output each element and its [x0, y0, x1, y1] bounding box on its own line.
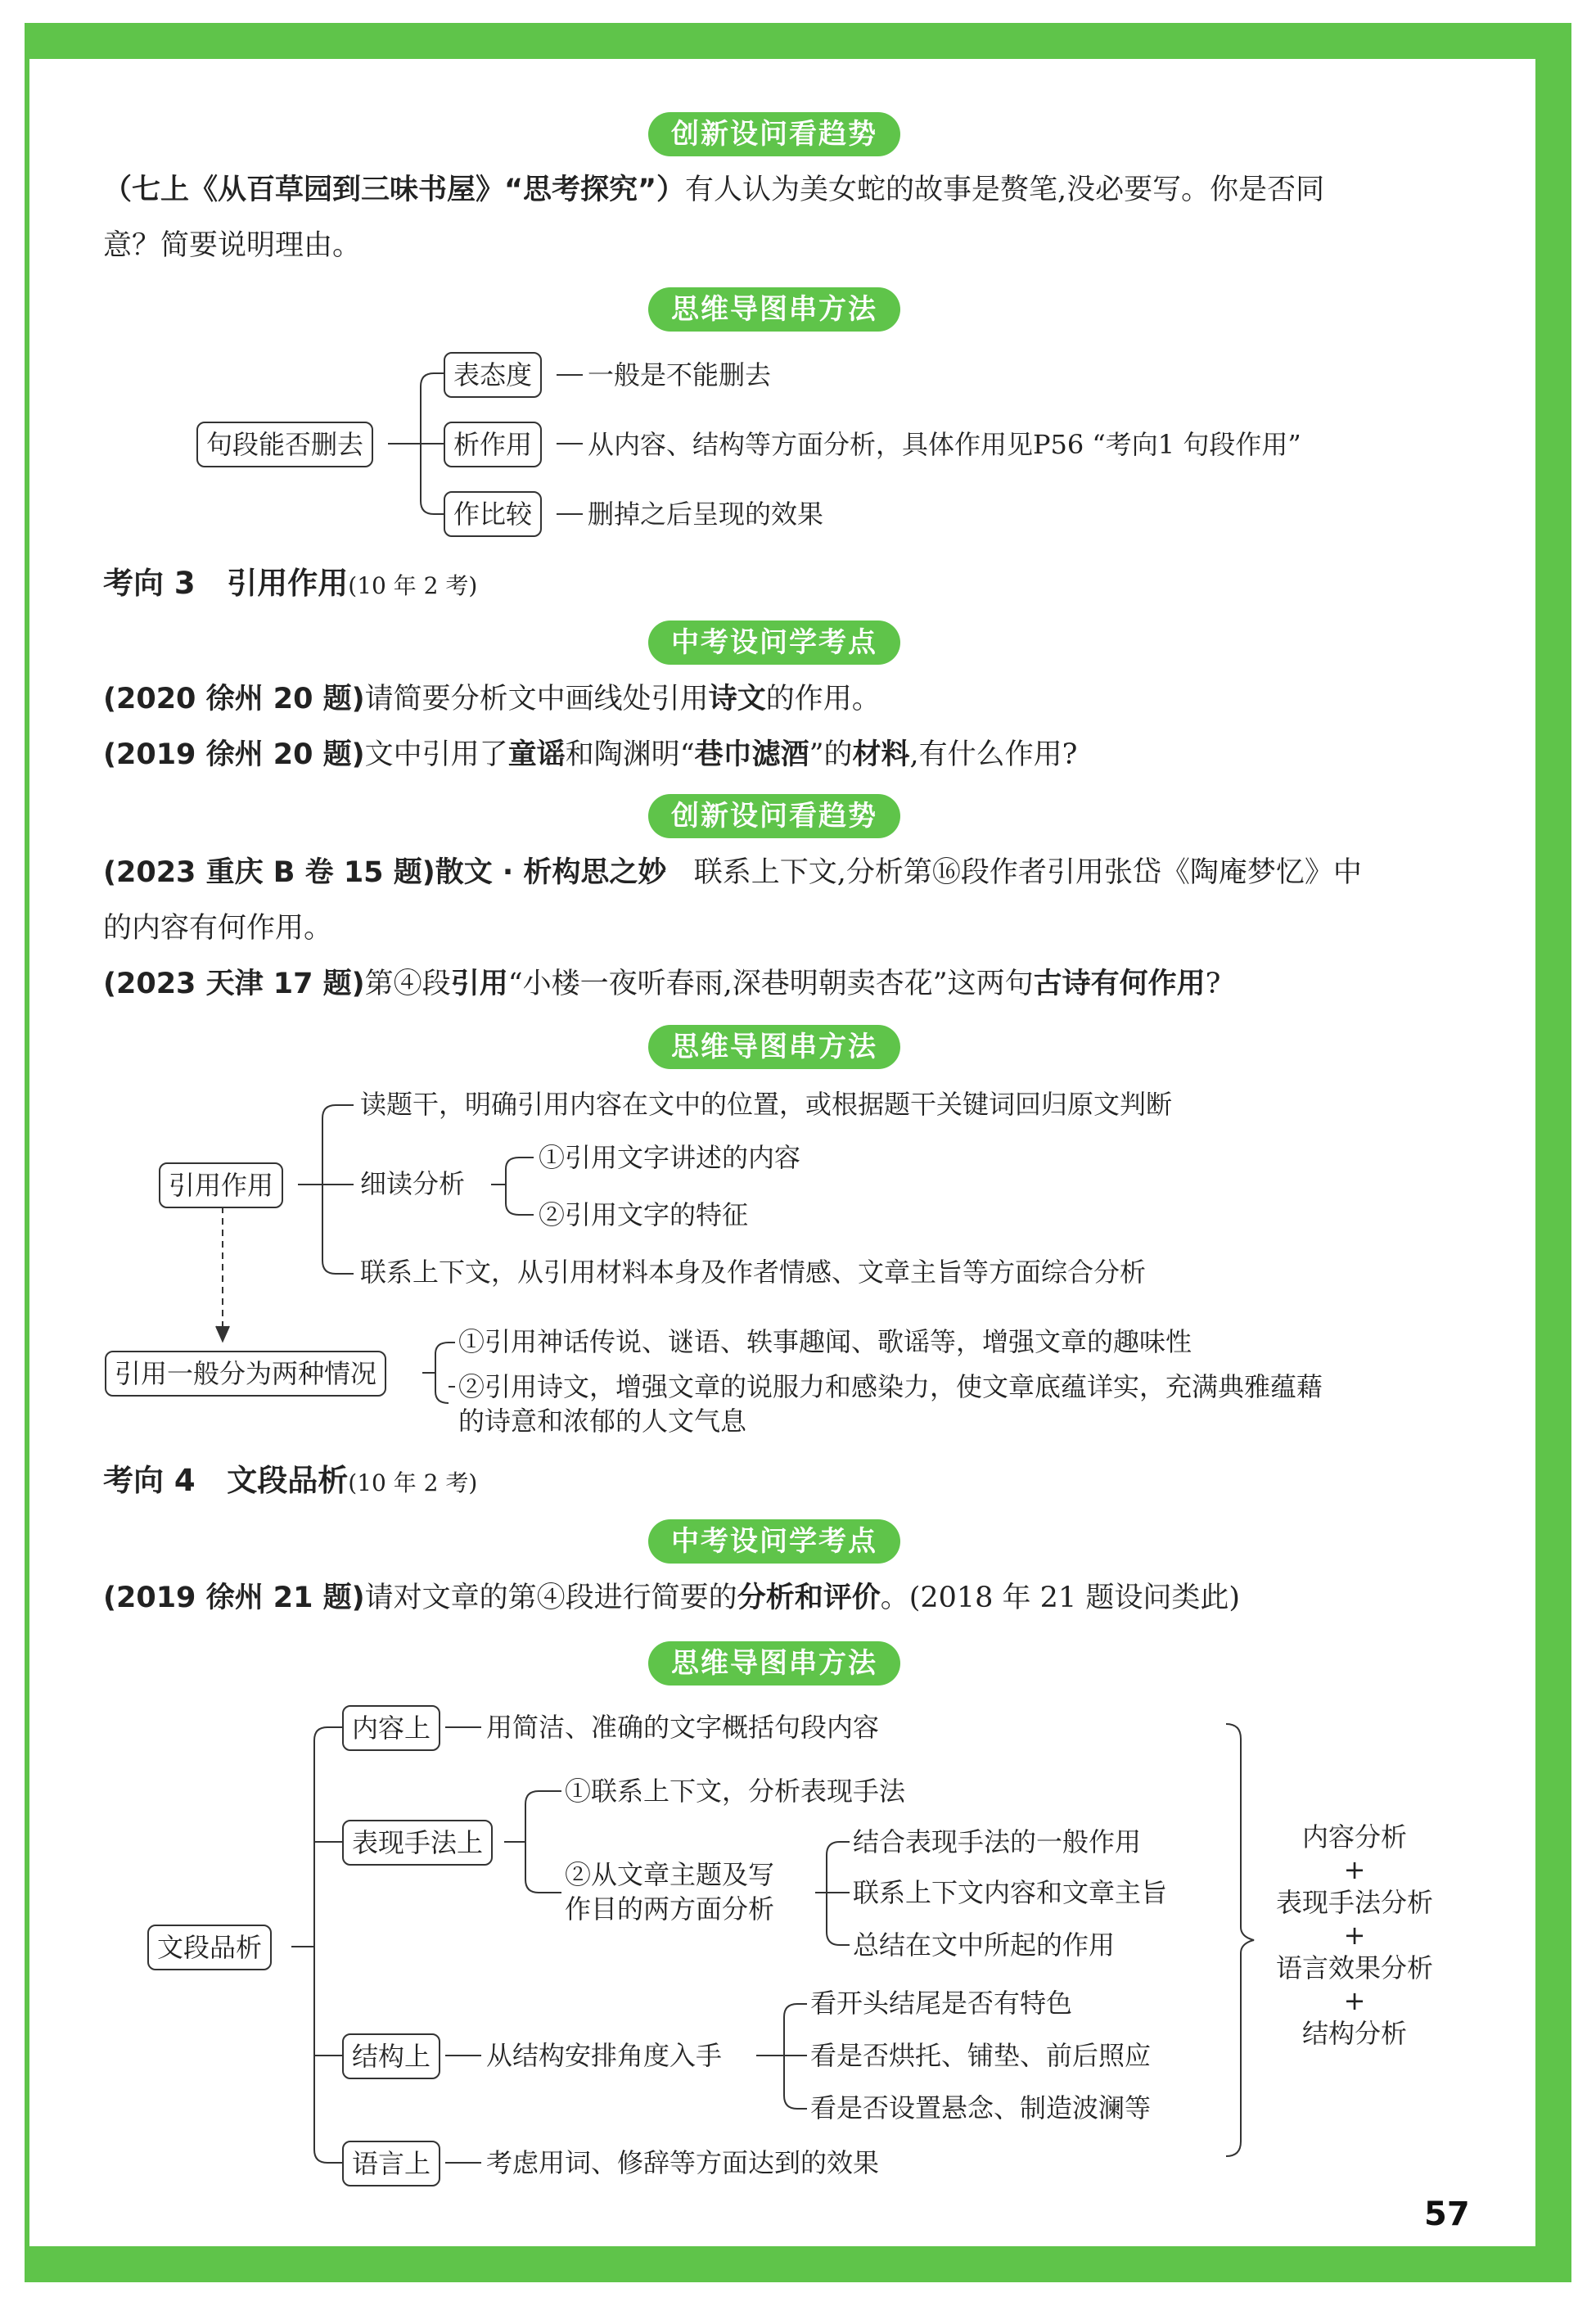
- topic3-exam-q1-src: (2020 徐州 20 题): [103, 683, 365, 715]
- summary-line-1: 内容分析: [1301, 1821, 1407, 1852]
- topic4-label: 考向 4: [103, 1463, 196, 1498]
- topic3-innov-q2-a: 第④段: [364, 968, 451, 1000]
- map2-step1: 读题干，明确引用内容在文中的位置，或根据题干关键词回归原文判断: [360, 1089, 1173, 1120]
- map2-lower-item2: ②引用诗文，增强文章的说服力和感染力，使文章底蕴详实，充满典雅蕴藉: [458, 1371, 1323, 1402]
- map2-step2-sub1: ①引用文字讲述的内容: [539, 1142, 801, 1173]
- topic4-exam-pill: 中考设问学考点: [648, 1519, 900, 1564]
- topic4-note: (10 年 2 考): [348, 1469, 478, 1496]
- summary-line-3: 语言效果分析: [1275, 1952, 1433, 1983]
- map3-tech-sub2: 联系上下文内容和文章主旨: [853, 1877, 1168, 1908]
- mindmap-pill-2: 思维导图串方法: [648, 1025, 900, 1069]
- summary-plus-2: +: [1343, 1920, 1366, 1951]
- map2-root: 引用作用: [159, 1162, 283, 1208]
- topic4-exam-q-src: (2019 徐州 21 题): [103, 1582, 365, 1614]
- map2-lower-item1: ①引用神话传说、谜语、轶事趣闻、歌谣等，增强文章的趣味性: [458, 1326, 1192, 1357]
- topic4-title: 文段品析: [227, 1463, 349, 1498]
- topic3-innov-q1-src: (2023 重庆 B 卷 15 题): [103, 856, 435, 889]
- topic3-exam-q2-a: 文中引用了: [364, 738, 508, 771]
- summary-line-4: 结构分析: [1301, 2018, 1407, 2049]
- topic3-exam-q1-a: 请简要分析文中画线处引用: [364, 683, 709, 715]
- innovation-pill: 创新设问看趋势: [648, 112, 900, 156]
- map2-lower-root: 引用一般分为两种情况: [105, 1351, 386, 1397]
- topic3-exam-q2-e: ”的: [809, 738, 853, 771]
- topic3-innov-q2-c: “小楼一夜听春雨,深巷明朝卖杏花”这两句: [507, 968, 1034, 1000]
- topic3-title: 引用作用: [227, 566, 349, 601]
- map3-content-desc: 用简洁、准确的文字概括句段内容: [486, 1712, 880, 1743]
- page-number: 57: [1424, 2195, 1470, 2233]
- map3-struct-sub3: 看是否设置悬念、制造波澜等: [810, 2092, 1152, 2123]
- topic4-exam-q-c: 。(2018 年 21 题设问类此): [880, 1582, 1240, 1614]
- topic3-innov-pill: 创新设问看趋势: [648, 794, 900, 838]
- map3-box-technique: 表现手法上: [342, 1820, 493, 1866]
- question-text-1: 有人认为美女蛇的故事是赘笔,没必要写。你是否同: [685, 174, 1325, 206]
- map3-box-language: 语言上: [342, 2141, 440, 2186]
- topic3-exam-q2-src: (2019 徐州 20 题): [103, 738, 365, 771]
- map3-lang-desc: 考虑用词、修辞等方面达到的效果: [486, 2147, 880, 2178]
- topic3-innov-q2-src: (2023 天津 17 题): [103, 968, 365, 1000]
- map1-desc-function: 从内容、结构等方面分析，具体作用见P56 “考向1 句段作用”: [588, 429, 1301, 460]
- map3-root: 文段品析: [147, 1925, 272, 1970]
- topic3-innov-q2-b: 引用: [450, 968, 508, 1000]
- map1-desc-attitude: 一般是不能删去: [588, 359, 772, 390]
- map3-tech-2b: 作目的两方面分析: [565, 1893, 775, 1925]
- map3-struct-sub2: 看是否烘托、铺垫、前后照应: [810, 2040, 1152, 2071]
- map3-tech-sub3: 总结在文中所起的作用: [853, 1929, 1116, 1961]
- map3-struct-desc: 从结构安排角度入手: [486, 2040, 723, 2071]
- map3-tech-sub1: 结合表现手法的一般作用: [853, 1826, 1142, 1857]
- map3-box-structure: 结构上: [342, 2033, 440, 2079]
- topic3-exam-q1-b: 诗文: [708, 683, 766, 715]
- topic3-innov-q1-tag: 散文 · 析构思之妙: [435, 856, 667, 889]
- topic3-exam-q2-d: 巷巾滤酒: [694, 738, 809, 771]
- summary-line-2: 表现手法分析: [1275, 1887, 1433, 1918]
- topic3-label: 考向 3: [103, 566, 196, 601]
- map1-root: 句段能否删去: [196, 422, 373, 467]
- topic3-note: (10 年 2 考): [348, 572, 478, 599]
- topic3-innov-q2-e: ?: [1205, 968, 1221, 1000]
- topic3-exam-q2-g: ,有什么作用?: [909, 738, 1078, 771]
- map2-step3: 联系上下文，从引用材料本身及作者情感、文章主旨等方面综合分析: [360, 1257, 1147, 1288]
- map1-box-compare: 作比较: [444, 491, 542, 537]
- map3-tech-2a: ②从文章主题及写: [565, 1859, 775, 1890]
- summary-plus-1: +: [1343, 1854, 1366, 1885]
- map1-box-function: 析作用: [444, 422, 542, 467]
- topic4-exam-q-b: 分析和评价: [737, 1582, 881, 1614]
- mindmap-pill-1: 思维导图串方法: [648, 287, 900, 332]
- map1-desc-compare: 删掉之后呈现的效果: [588, 499, 824, 530]
- map3-tech-1: ①联系上下文，分析表现手法: [565, 1776, 906, 1807]
- mindmap-pill-3: 思维导图串方法: [648, 1641, 900, 1686]
- question-text-2: 意？简要说明理由。: [103, 229, 362, 262]
- map3-box-content: 内容上: [342, 1705, 440, 1751]
- topic3-exam-q2-f: 材料: [852, 738, 910, 771]
- map3-struct-sub1: 看开头结尾是否有特色: [810, 1988, 1073, 2019]
- map2-lower-item2-cont: 的诗意和浓郁的人文气息: [458, 1406, 747, 1437]
- topic3-innov-q1-b: 的内容有何作用。: [103, 912, 333, 945]
- summary-plus-3: +: [1343, 1985, 1366, 2016]
- map2-step2: 细读分析: [360, 1168, 466, 1199]
- topic3-exam-q2-c: 和陶渊明“: [565, 738, 695, 771]
- question-source: （七上《从百草园到三味书屋》“思考探究”）: [103, 174, 686, 206]
- topic4-exam-q-a: 请对文章的第④段进行简要的: [364, 1582, 737, 1614]
- topic3-exam-q1-c: 的作用。: [765, 683, 881, 715]
- topic3-innov-q1-a: 联系上下文,分析第⑯段作者引用张岱《陶庵梦忆》中: [693, 856, 1362, 889]
- topic3-exam-q2-b: 童谣: [507, 738, 566, 771]
- map2-step2-sub2: ②引用文字的特征: [539, 1199, 749, 1230]
- topic3-innov-q2-d: 古诗有何作用: [1033, 968, 1206, 1000]
- map1-box-attitude: 表态度: [444, 352, 542, 398]
- topic3-exam-pill: 中考设问学考点: [648, 621, 900, 665]
